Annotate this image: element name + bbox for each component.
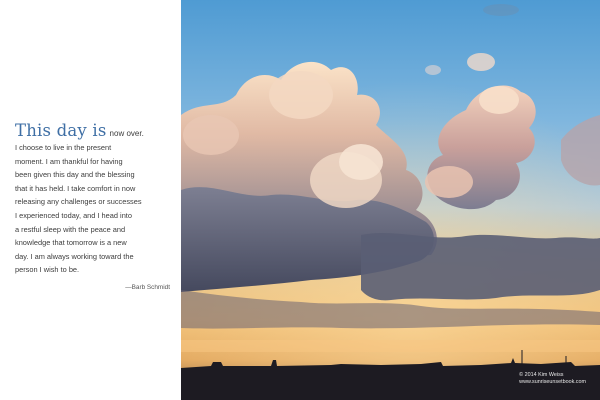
quote-title-large: This day is [15, 121, 107, 140]
quote-line: been given this day and the blessing [15, 170, 135, 180]
sunset-photo [181, 0, 600, 400]
quote-line: releasing any challenges or successes [15, 197, 142, 207]
quote-line: moment. I am thankful for having [15, 156, 123, 166]
quote-text [15, 141, 170, 277]
photo-credit [519, 372, 586, 386]
quote-line: a restful sleep with the peace and [15, 224, 126, 234]
quote-line: I choose to live in the present [15, 143, 112, 152]
text-panel [0, 0, 181, 400]
quote-line: knowledge that tomorrow is a new [15, 238, 127, 248]
quote-line: that it has held. I take comfort in now [15, 183, 136, 193]
quote-title [15, 121, 170, 141]
quote-attribution: —Barb Schmidt [125, 283, 170, 291]
quote-line: I experienced today, and I head into [15, 210, 132, 220]
quote-title-small: now over. [109, 129, 144, 138]
photo-credit-website: www.sunriseunsetbook.com [519, 379, 586, 385]
photo-credit-copyright: © 2014 Kim Weiss [519, 372, 564, 378]
quote-line: day. I am always working toward the [15, 251, 134, 261]
quote-line: person I wish to be. [15, 265, 80, 275]
sunset-photo-image [181, 0, 600, 400]
quote-block [15, 121, 170, 291]
cloud-band [361, 233, 600, 300]
